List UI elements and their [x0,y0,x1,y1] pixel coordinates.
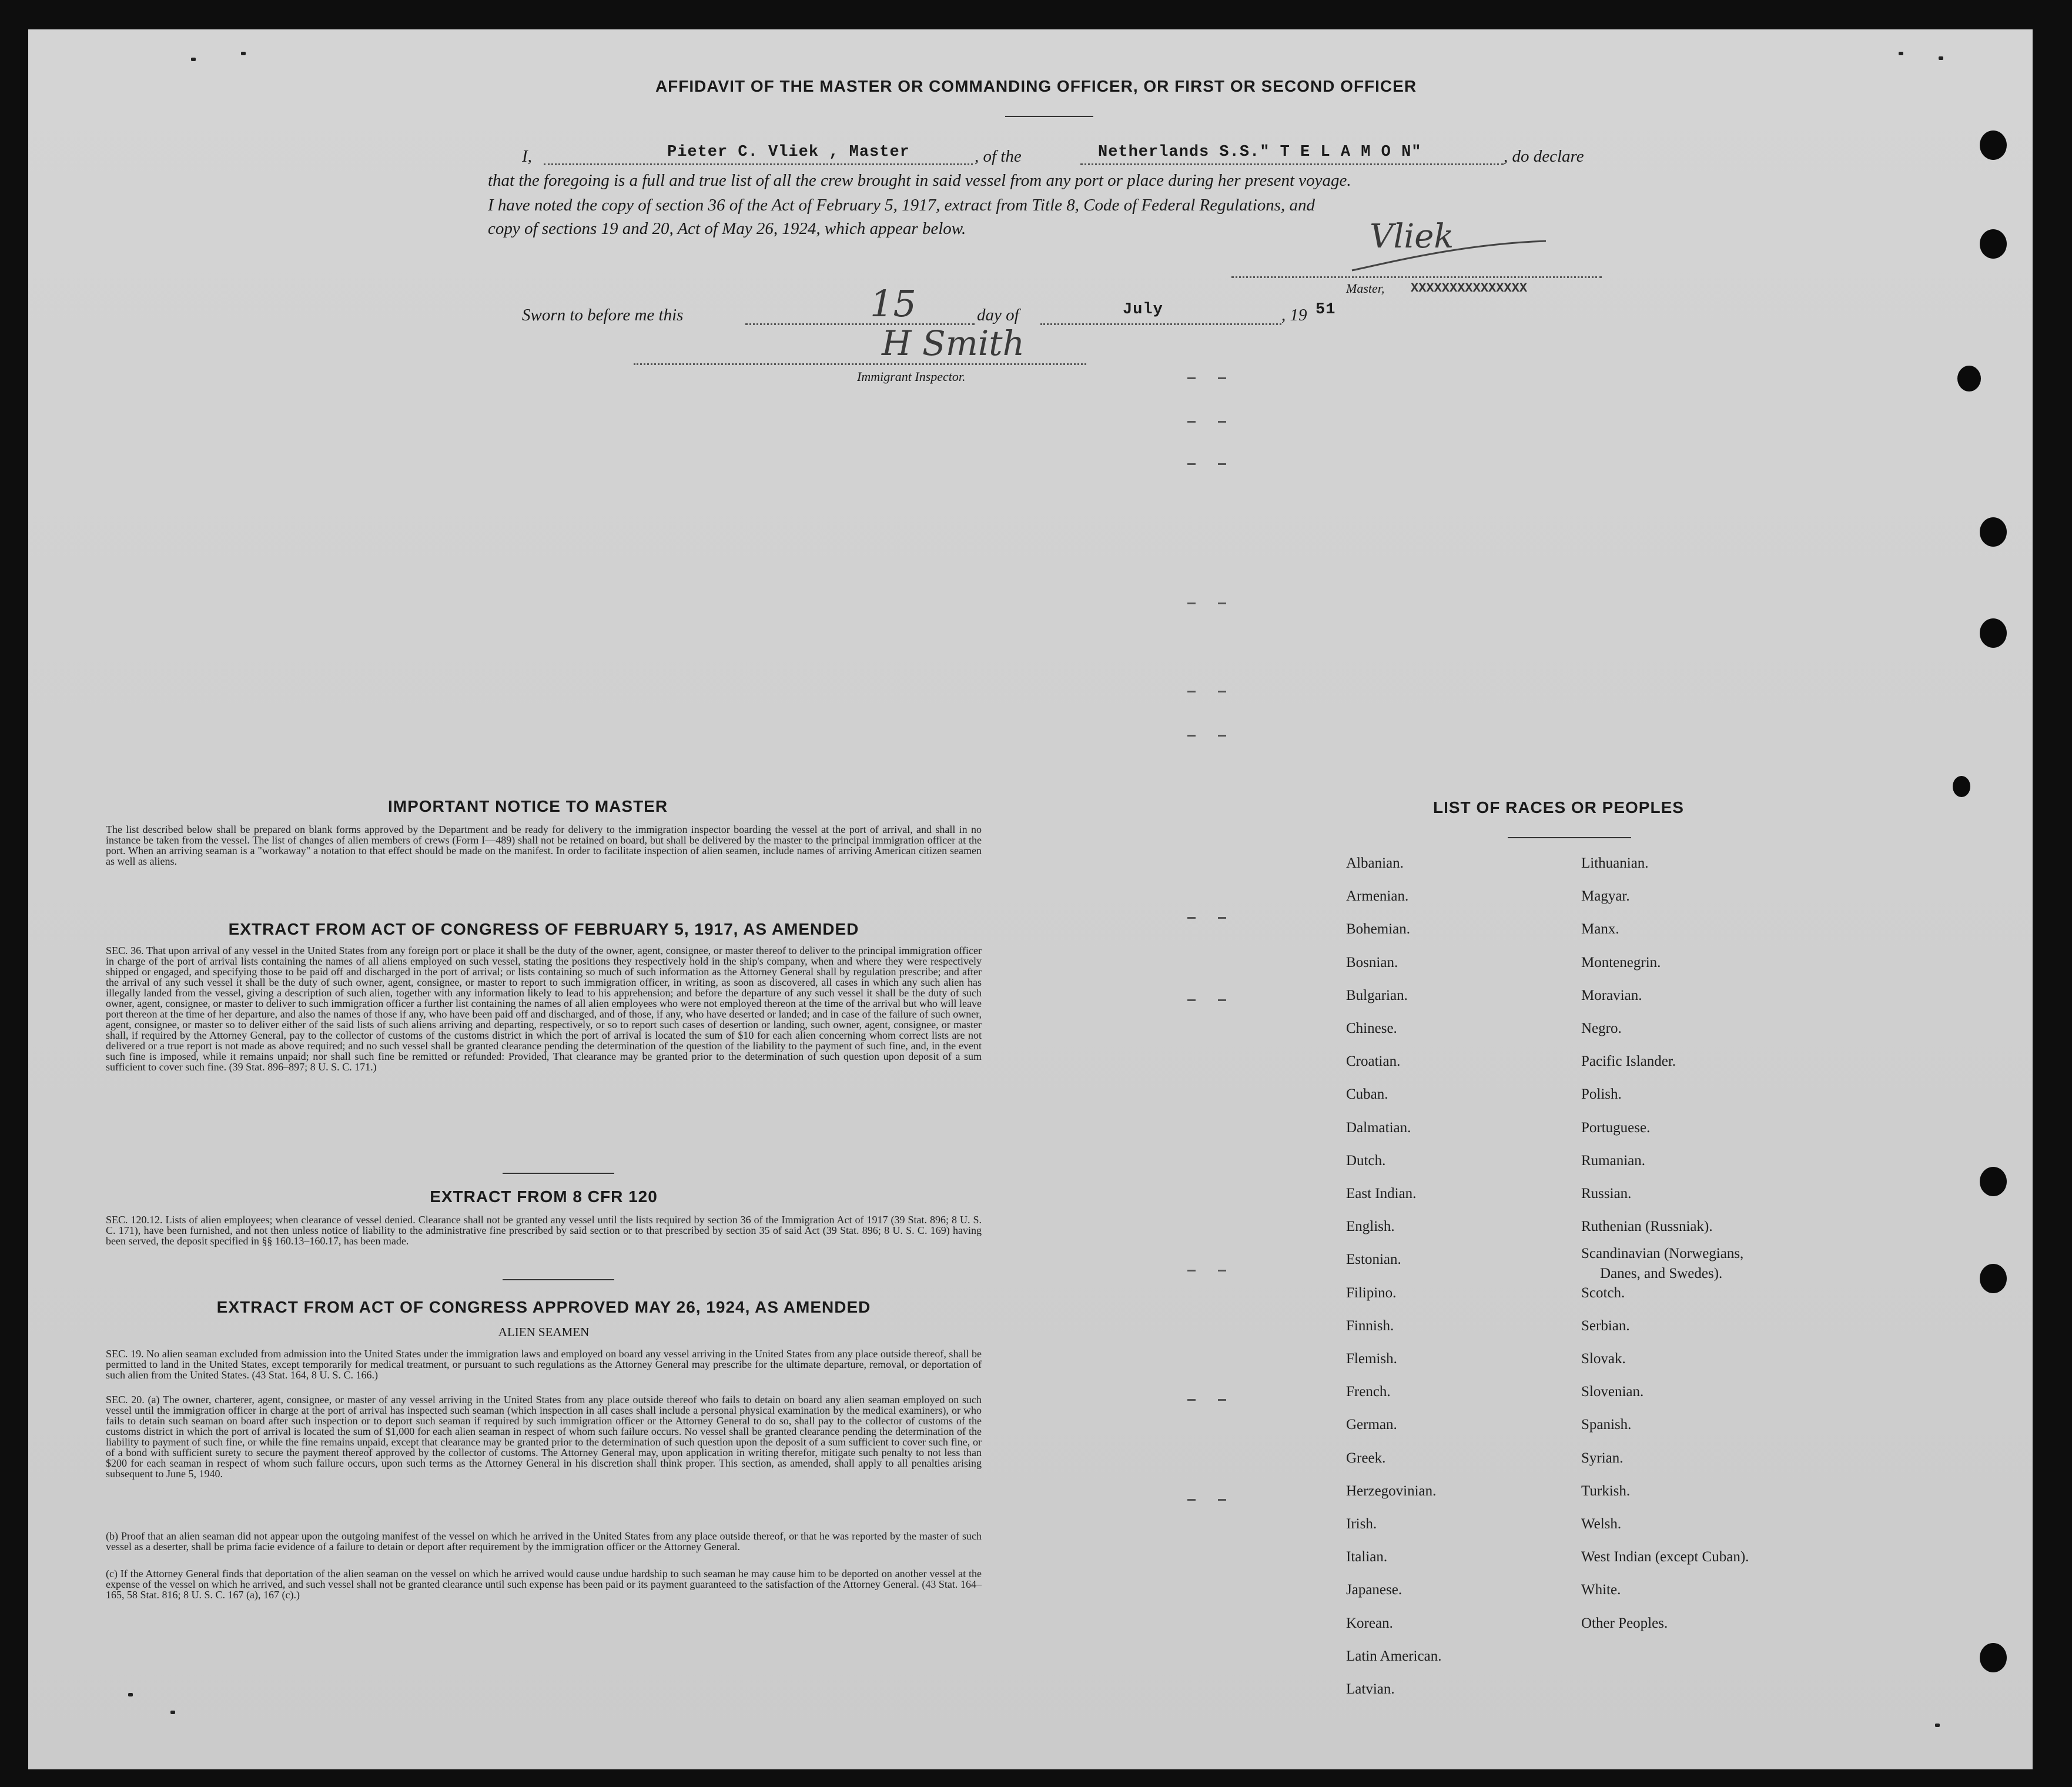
race-item: English. [1346,1219,1395,1235]
inspector-line [634,363,1086,365]
race-item: Latin American. [1346,1648,1442,1664]
do-declare-label: , do declare [1504,147,1584,166]
race-item: Danes, and Swedes). [1600,1266,1723,1282]
tick-dash [1187,1399,1196,1401]
race-item: Scotch. [1581,1284,1625,1301]
speck [170,1711,175,1714]
notice-text: The list described below shall be prepared on blank forms approved by the Department and be ready for delivery to the immigration inspector boarding the vessel at the port of arrival, and shall in no instance be taken from the vessel. The list of changes of alien members of crews (Form I—489) shall not be retained on board, but shall be delivered by the master to the principal immigration officer at the port. When an arriving seaman is a "workaway" a notation to that effect should be made on the manifest. In order to facilitate inspection of alien seamen, include names of arriving American citizen seamen as well as aliens. [106,824,982,867]
race-item: Herzegovinian. [1346,1483,1437,1499]
section-rule [503,1279,614,1280]
master-sign-line [1231,276,1602,278]
sec20c-text: (c) If the Attorney General finds that deportation of the alien seaman on the vessel on which he arrived would cause undue hardship to such seaman he may cause him to be deported on another vessel at the expense of the vessel on which he arrived, and such vessel shall not be granted clearance until such expense has been paid or its payment guaranteed to the satisfaction of the Attorney General. (43 Stat. 164–165, 58 Stat. 816; 8 U. S. C. 167 (a), 167 (c).) [106,1568,982,1601]
race-item: Slovenian. [1581,1384,1644,1400]
tick-dash [1218,735,1226,737]
punch-hole [1953,776,1970,797]
race-item: Welsh. [1581,1516,1622,1532]
tick-dash [1187,463,1196,465]
race-item: Spanish. [1581,1417,1632,1433]
race-item: Estonian. [1346,1251,1401,1268]
race-item: Japanese. [1346,1582,1402,1598]
race-item: Finnish. [1346,1317,1394,1334]
tick-dash [1187,377,1196,379]
race-item: Chinese. [1346,1020,1397,1036]
extract-cfr-text: SEC. 120.12. Lists of alien employees; when clearance of vessel denied. Clearance shall not be granted any vessel until the lists required by section 36 of the Immigration Act of 1917 (39 Stat. 896; 8 U. S. C. 171), have been furnished, and not then unless notice of liability to the administrative fine prescribed by said section or to that prescribed by section 35 of said Act (39 Stat. 896; 8 U. S. C. 169) having been served, the deposit specified in §§ 160.13–160.17, has been made. [106,1214,982,1247]
race-item: West Indian (except Cuban). [1581,1549,1749,1565]
tick-dash [1187,1270,1196,1271]
month-line [1040,323,1281,325]
alien-seamen-subtitle: ALIEN SEAMEN [498,1325,590,1339]
affidavit-line-4: copy of sections 19 and 20, Act of May 26, 1924, which appear below. [488,219,966,238]
tick-dash [1187,691,1196,692]
tick-dash [1187,999,1196,1001]
race-item: Russian. [1581,1186,1632,1202]
race-item: Turkish. [1581,1483,1631,1499]
tick-dash [1187,421,1196,423]
race-item: Manx. [1581,921,1619,938]
tick-dash [1218,463,1226,465]
tick-dash [1187,1499,1196,1501]
race-item: German. [1346,1417,1397,1433]
race-item: Syrian. [1581,1450,1624,1466]
of-the-label: , of the [975,147,1022,166]
sec20-text: SEC. 20. (a) The owner, charterer, agent, consignee, or master of any vessel arriving in the United States from any place outside thereof who fails to detain on board any alien seaman employed on such vessel until the immigration officer in charge at the port of arrival has inspected such seaman (which inspection in all cases shall include a personal physical examination by the medical examiners), or who fails to detain such seaman on board after such inspection or to deport such seaman if required by such immigration officer or the Attorney General to do so, shall pay to the collector of customs of the customs district in which the port of arrival is located the sum of $1,000 for each alien seaman in respect of whom such failure occurs. No vessel shall be granted clearance pending the determination of the liability to payment of such fine, or while the fine remains unpaid, except that clearance may be granted prior to the determination of such question upon the deposit of a sum sufficient to cover such fine, or of a bond with sufficient surety to secure the payment thereof approved by the collector of customs. The Attorney General may, upon application in writing therefor, mitigate such penalty to not less than $200 for each seaman in respect of whom such failure occurs, upon such terms as the Attorney General in his discretion shall think proper. This section, as amended, shall apply to all penalties arising subsequent to June 5, 1940. [106,1394,982,1480]
notice-title: IMPORTANT NOTICE TO MASTER [388,797,668,815]
punch-hole [1980,1643,2007,1672]
race-item: Rumanian. [1581,1152,1646,1169]
race-item: Filipino. [1346,1284,1397,1301]
sec19-text: SEC. 19. No alien seaman excluded from admission into the United States under the immigration laws and employed on board any vessel arriving in the United States from any place outside thereof, shall be permitted to land in the United States, except temporarily for medical treatment, or pursuant to such regulations as the Attorney General may prescribe for the ultimate departure, removal, or deportation of such alien from the United States. (43 Stat. 164, 8 U. S. C. 166.) [106,1348,982,1381]
tick-dash [1218,1270,1226,1271]
tick-dash [1218,999,1226,1001]
punch-hole [1980,130,2007,160]
sworn-label: Sworn to before me this [522,306,684,324]
race-item: Croatian. [1346,1053,1401,1070]
i-label: I, [522,147,532,166]
tick-dash [1218,1499,1226,1501]
race-item: Pacific Islander. [1581,1053,1676,1070]
race-item: Bohemian. [1346,921,1411,938]
race-item: Slovak. [1581,1351,1626,1367]
day-value: 15 [870,282,916,325]
sec20b-text: (b) Proof that an alien seaman did not appear upon the outgoing manifest of the vessel on which he arrived in the United States from any place outside thereof, or that he was reported by the master of such vessel as a deserter, shall be prima facie evidence of a failure to detain or deport after requirement by the immigration officer or the Attorney General. [106,1530,982,1552]
race-item: Bulgarian. [1346,987,1408,1003]
race-item: East Indian. [1346,1186,1417,1202]
race-item: Armenian. [1346,888,1409,905]
punch-hole [1980,1167,2007,1196]
speck [1899,52,1903,55]
extract-cfr-title: EXTRACT FROM 8 CFR 120 [430,1187,658,1206]
extract-1924-title: EXTRACT FROM ACT OF CONGRESS APPROVED MAY 26, 1924, AS AMENDED [216,1298,871,1316]
race-item: Irish. [1346,1516,1377,1532]
affidavit-title: AFFIDAVIT OF THE MASTER OR COMMANDING OFFICER, OR FIRST OR SECOND OFFICER [655,77,1417,95]
punch-hole [1980,1264,2007,1293]
day-of-label: day of [977,306,1019,324]
speck [1939,56,1943,60]
year-prefix: , 19 [1281,306,1307,324]
race-item: French. [1346,1384,1391,1400]
race-item: Dalmatian. [1346,1119,1411,1136]
inspector-label: Immigrant Inspector. [857,369,966,384]
speck [128,1693,133,1696]
race-item: Montenegrin. [1581,954,1661,971]
race-item: Latvian. [1346,1681,1395,1697]
year-suffix: 51 [1315,301,1336,319]
speck [191,58,196,61]
race-item: Scandinavian (Norwegians, [1581,1246,1744,1262]
punch-hole [1980,517,2007,547]
race-item: Korean. [1346,1615,1393,1631]
tick-dash [1187,735,1196,737]
master-signature: Vliek [1370,217,1454,256]
tick-dash [1218,691,1226,692]
race-item: Cuban. [1346,1086,1388,1103]
race-item: White. [1581,1582,1621,1598]
race-item: Greek. [1346,1450,1386,1466]
tick-dash [1218,917,1226,919]
race-item: Negro. [1581,1020,1622,1036]
speck [1935,1724,1940,1727]
race-item: Moravian. [1581,987,1642,1003]
extract-1917-text: SEC. 36. That upon arrival of any vessel in the United States from any foreign port or place it shall be the duty of the owner, agent, consignee, or master thereof to deliver to the principal immigration officer in charge of the port of arrival lists containing the names of all aliens employed on such vessel, stating the positions they respectively hold in the ship's company, when and where they were respectively shipped or engaged, and specifying those to be paid off and discharged in the port of arrival; or lists containing so much of such information as the Attorney General shall by regulation prescribe; and after the arrival of any such vessel it shall be the duty of such owner, agent, consignee, or master to report to such immigration officer, in writing, as soon as discovered, all cases in which any such alien has illegally landed from the vessel, giving a description of such alien, together with any information likely to lead to his apprehension; and before the departure of any such vessel it shall be the duty of such owner, agent, consignee, or master to deliver to such immigration officer a further list containing the names of all alien employees who were not employed thereon at the time of the arrival but who will leave port thereon at the time of her departure, and also the names of those if any, who have been paid off and discharged, and of those, if any, who have deserted or landed; and in case of the failure of such owner, agent, consignee, or master so to deliver either of the said lists of such aliens arriving and departing, respectively, or so to report such cases of desertion or landing, such owner, agent, consignee, or master shall, if required by the Attorney General, pay to the collector of customs of the customs district in which the port of arrival is located the sum of $10 for each alien concerning whom correct lists are not delivered or a true report is not made as above required; and no such vessel shall be granted clearance pending the determination of the question of the liability to the payment of such fine, and, in the event such fine is imposed, while it remains unpaid; nor shall such fine be remitted or refunded: Provided, That clearance may be granted prior to the determination of such question upon deposit of a sum sufficient to cover such fine. (39 Stat. 896–897; 8 U. S. C. 171.) [106,945,982,1073]
tick-dash [1218,603,1226,604]
extract-1917-title: EXTRACT FROM ACT OF CONGRESS OF FEBRUARY 5, 1917, AS AMENDED [228,920,859,938]
tick-dash [1218,1399,1226,1401]
race-item: Other Peoples. [1581,1615,1668,1631]
punch-hole [1980,229,2007,259]
speck [241,52,246,55]
document-sheet [28,29,2033,1769]
tick-dash [1218,377,1226,379]
affidavit-line-2: that the foregoing is a full and true list of all the crew brought in said vessel from any port or place during her present voyage. [488,171,1351,190]
race-item: Portuguese. [1581,1119,1651,1136]
race-item: Ruthenian (Russniak). [1581,1219,1713,1235]
title-rule [1005,116,1093,117]
section-rule [503,1173,614,1174]
tick-dash [1187,603,1196,604]
race-item: Magyar. [1581,888,1630,905]
master-name-line [544,163,973,165]
affidavit-line-3: I have noted the copy of section 36 of the Act of February 5, 1917, extract from Title 8, Code of Federal Regulations, and [488,196,1315,215]
month-value: July [1123,301,1163,319]
races-rule [1508,837,1631,838]
race-item: Albanian. [1346,855,1404,871]
races-title: LIST OF RACES OR PEOPLES [1433,798,1684,816]
inspector-signature: H Smith [882,323,1025,363]
master-name-value: Pieter C. Vliek , Master [667,143,910,161]
master-label: Master, [1346,281,1385,296]
tick-dash [1187,917,1196,919]
race-item: Dutch. [1346,1152,1386,1169]
vessel-value: Netherlands S.S." T E L A M O N" [1098,143,1422,161]
race-item: Bosnian. [1346,954,1398,971]
punch-hole [1980,618,2007,648]
race-item: Polish. [1581,1086,1622,1103]
race-item: Serbian. [1581,1317,1630,1334]
race-item: Flemish. [1346,1351,1397,1367]
tick-dash [1218,421,1226,423]
race-item: Lithuanian. [1581,855,1649,871]
punch-hole [1957,366,1981,391]
race-item: Italian. [1346,1549,1388,1565]
vessel-line [1080,163,1504,165]
master-struck-text: XXXXXXXXXXXXXXX [1411,281,1528,296]
